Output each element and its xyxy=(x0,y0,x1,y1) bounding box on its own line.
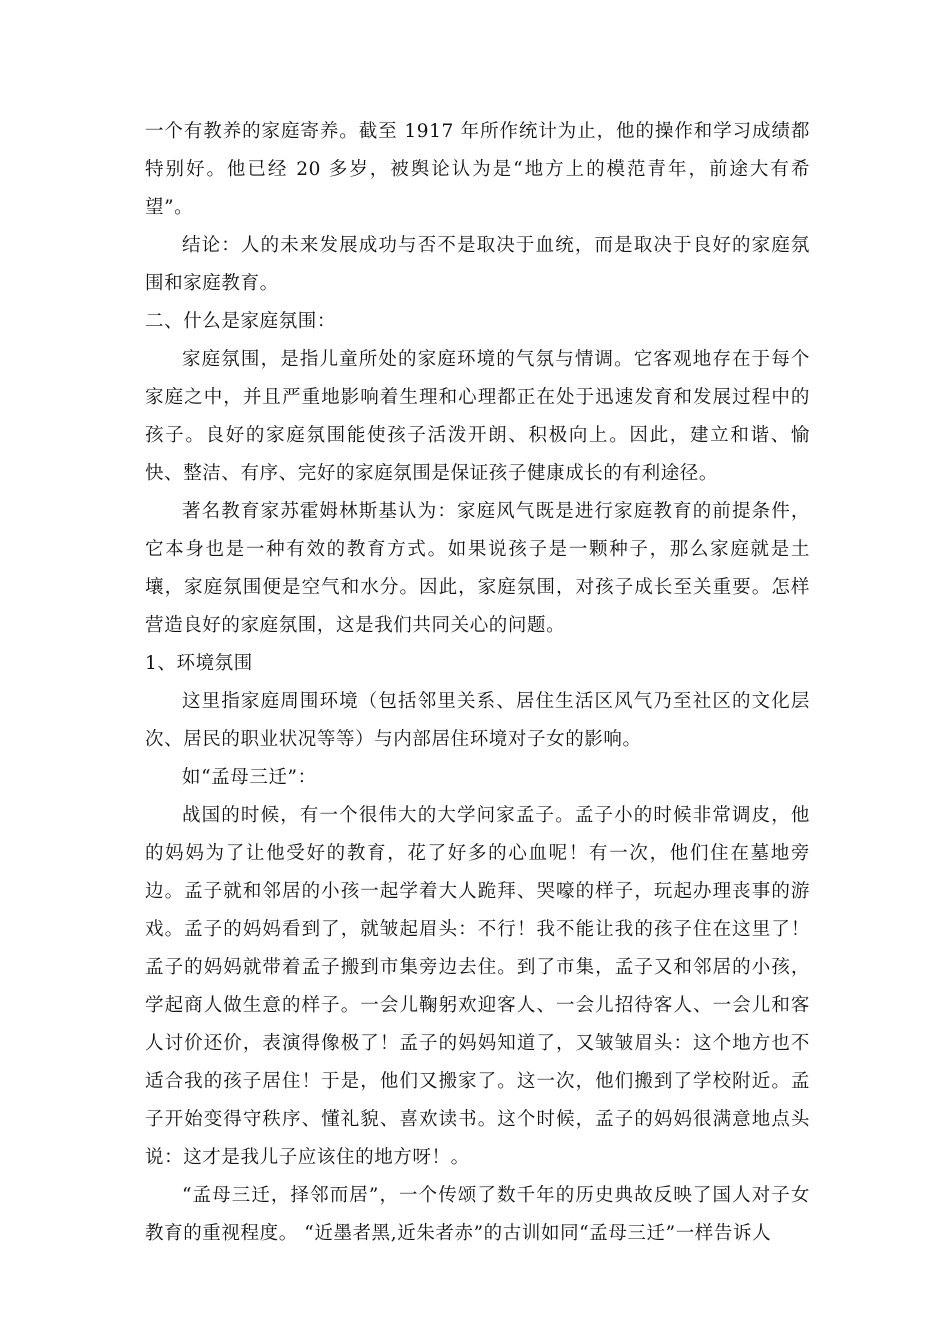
paragraph-example-intro: 如“孟母三迁”： xyxy=(182,767,317,788)
paragraph-mencius-story: 战国的时候，有一个很伟大的大学问家孟子。孟子小的时候非常调皮，他的妈妈为了让他受好的教育，花了好多的心血呢！有一次，他们住在墓地旁边。孟子就和邻居的小孩一起学着大人跪拜、哭嚎的样子，玩起办理丧事的游戏。孟子的妈妈看到了，就皱起眉头：不行！我不能让我的孩子住在这里了！孟子的妈妈就带着孟子搬到市集旁边去住。到了市集，孟子又和邻居的小孩，学起商人做生意的样子。一会儿鞠躬欢迎客人、一会儿招待客人、一会儿和客人讨价还价，表演得像极了！孟子的妈妈知道了，又皱皱眉头：这个地方也不适合我的孩子居住！于是，他们又搬家了。这一次，他们搬到了学校附近。孟子开始变得守秩序、懂礼貌、喜欢读书。这个时候，孟子的妈妈很满意地点头说：这才是我儿子应该住的地方呀！。 xyxy=(145,805,810,1168)
paragraph-conclusion: 结论：人的未来发展成功与否不是取决于血统，而是取决于良好的家庭氛围和家庭教育。 xyxy=(145,235,810,294)
subsection-heading-environment: 1、环境氛围 xyxy=(145,653,253,674)
paragraph-environment: 这里指家庭周围环境（包括邻里关系、居住生活区风气乃至社区的文化层次、居民的职业状况等等）与内部居住环境对子女的影响。 xyxy=(145,691,810,750)
paragraph-definition: 家庭氛围，是指儿童所处的家庭环境的气氛与情调。它客观地存在于每个家庭之中，并且严重地影响着生理和心理都正在处于迅速发育和发展过程中的孩子。良好的家庭氛围能使孩子活泼开朗、积极向上。因此，建立和谐、愉快、整洁、有序、完好的家庭氛围是保证孩子健康成长的有利途径。 xyxy=(145,349,810,484)
paragraph-mencius-commentary: “孟母三迁，择邻而居”，一个传颂了数千年的历史典故反映了国人对子女教育的重视程度。 “近墨者黑,近朱者赤”的古训如同“孟母三迁”一样告诉人 xyxy=(145,1185,810,1244)
document-page xyxy=(145,113,810,1253)
paragraph-sukhomlinsky: 著名教育家苏霍姆林斯基认为：家庭风气既是进行家庭教育的前提条件，它本身也是一种有效的教育方式。如果说孩子是一颗种子，那么家庭就是土壤，家庭氛围便是空气和水分。因此，家庭氛围，对孩子成长至关重要。怎样营造良好的家庭氛围，这是我们共同关心的问题。 xyxy=(145,501,810,636)
section-heading-family-atmosphere: 二、什么是家庭氛围： xyxy=(145,311,337,332)
paragraph-conclusion-of-case: 一个有教养的家庭寄养。截至 1917 年所作统计为止，他的操作和学习成绩都特别好。他已经 20 多岁，被舆论认为是“地方上的模范青年，前途大有希望”。 xyxy=(145,121,810,218)
